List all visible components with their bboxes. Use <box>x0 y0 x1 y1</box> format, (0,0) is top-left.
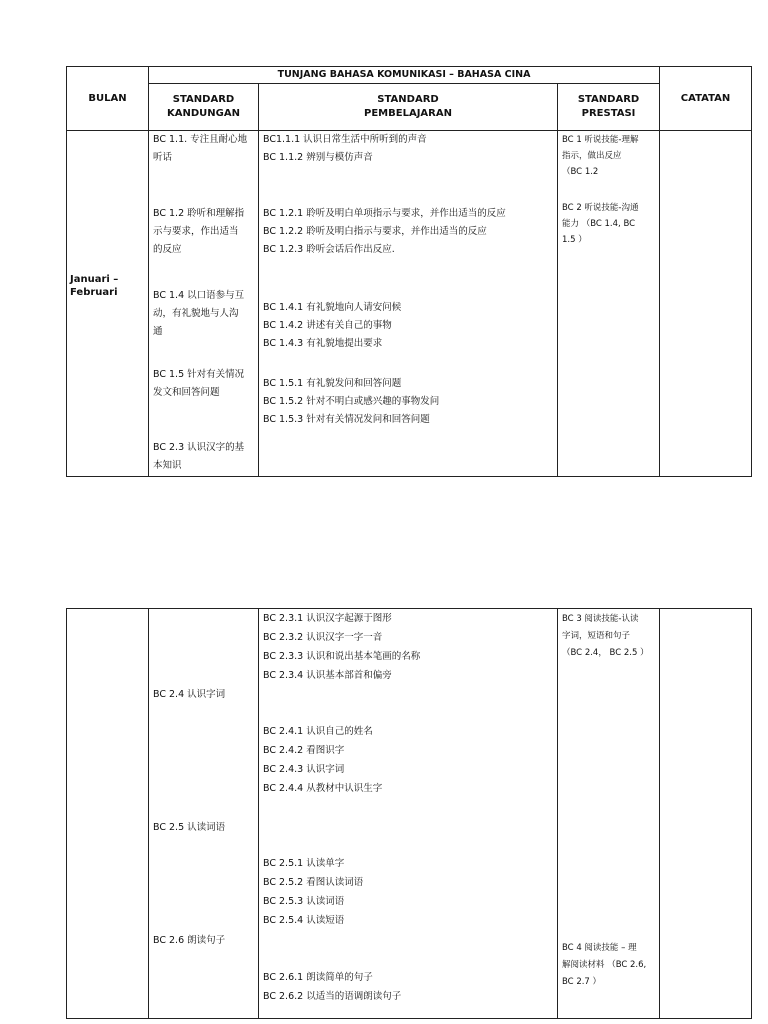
spr-bc4-line2: 解阅读材料 （BC 2.6, <box>562 960 647 970</box>
sp-line: BC1.1.1 认识日常生活中所听到的声音 <box>263 134 427 145</box>
sp-line: BC 2.5.4 认读短语 <box>263 915 345 926</box>
spr-bc2-line3: 1.5 ） <box>562 235 587 245</box>
sp-line: BC 2.3.3 认识和说出基本笔画的名称 <box>263 651 421 662</box>
header-bulan: BULAN <box>67 67 149 131</box>
sk-2-5: BC 2.5 认读词语 <box>153 822 226 833</box>
sp-line: BC 2.4.1 认识自己的姓名 <box>263 726 373 737</box>
sk-2-6: BC 2.6 朗读句子 <box>153 935 226 946</box>
sk-1-4-line3: 通 <box>153 326 163 337</box>
curriculum-table-2 <box>66 608 752 1019</box>
sp-line: BC 2.3.2 认识汉字一字一音 <box>263 632 383 643</box>
bulan-cell <box>67 131 149 477</box>
sk-1-2-line3: 的反应 <box>153 244 182 255</box>
spr-bc3-line1: BC 3 阅读技能-认读 <box>562 614 639 624</box>
sp-line: BC 2.3.1 认识汉字起源于图形 <box>263 613 392 624</box>
spr-bc2-line2: 能力 （BC 1.4, BC <box>562 219 636 229</box>
spr-bc3-line2: 字词，短语和句子 <box>562 631 631 641</box>
sp-line: BC 1.2.1 聆听及明白单项指示与要求，并作出适当的反应 <box>263 208 506 219</box>
sk-1-4-line1: BC 1.4 以口语参与互 <box>153 290 245 301</box>
sp-line: BC 1.4.1 有礼貌地向人请安问候 <box>263 302 402 313</box>
standard-pembelajaran-cell <box>259 609 558 1019</box>
spr-bc1-line2: 指示，做出反应 <box>562 151 622 161</box>
sp-line: BC 1.5.2 针对不明白或感兴趣的事物发问 <box>263 396 440 407</box>
sk-1-1-line2: 听话 <box>153 152 173 163</box>
standard-prestasi-cell <box>558 131 660 477</box>
sp-line: BC 1.4.2 讲述有关自己的事物 <box>263 320 392 331</box>
sp-line: BC 2.6.1 朗读简单的句子 <box>263 972 373 983</box>
sk-1-5-line2: 发文和回答问题 <box>153 387 220 398</box>
sk-1-5-line1: BC 1.5 针对有关情况 <box>153 369 245 380</box>
sk-2-3-line1: BC 2.3 认识汉字的基 <box>153 442 245 453</box>
sp-line: BC 2.5.1 认读单字 <box>263 858 345 869</box>
bulan-label: Januari – Februari <box>70 274 119 298</box>
sp-line: BC 2.5.2 看图认读词语 <box>263 877 364 888</box>
sp-line: BC 2.3.4 认识基本部首和偏旁 <box>263 670 392 681</box>
header-standard-prestasi: STANDARD PRESTASI <box>558 84 660 131</box>
standard-prestasi-cell <box>558 609 660 1019</box>
header-catatan: CATATAN <box>660 67 752 131</box>
sk-1-2-line2: 示与要求，作出适当 <box>153 226 239 237</box>
spr-bc1-line1: BC 1 听说技能-理解 <box>562 135 639 145</box>
spr-bc4-line3: BC 2.7 ） <box>562 977 602 987</box>
sp-line: BC 1.4.3 有礼貌地提出要求 <box>263 338 383 349</box>
sp-line: BC 1.1.2 辨别与模仿声音 <box>263 152 373 163</box>
sk-1-4-line2: 动，有礼貌地与人沟 <box>153 308 239 319</box>
sp-line: BC 2.5.3 认读词语 <box>263 896 345 907</box>
header-tunjang: TUNJANG BAHASA KOMUNIKASI – BAHASA CINA <box>149 67 660 84</box>
standard-pembelajaran-cell <box>259 131 558 477</box>
standard-kandungan-cell <box>149 131 259 477</box>
spr-bc3-line3: （BC 2.4， BC 2.5 ） <box>562 648 649 658</box>
sp-line: BC 2.4.3 认识字词 <box>263 764 345 775</box>
catatan-cell <box>660 131 752 477</box>
sp-line: BC 1.5.3 针对有关情况发问和回答问题 <box>263 414 430 425</box>
catatan-cell <box>660 609 752 1019</box>
standard-kandungan-cell <box>149 609 259 1019</box>
header-standard-pembelajaran: STANDARD PEMBELAJARAN <box>259 84 558 131</box>
sp-line: BC 1.2.3 聆听会话后作出反应. <box>263 244 395 255</box>
sp-line: BC 1.5.1 有礼貌发问和回答问题 <box>263 378 402 389</box>
spr-bc2-line1: BC 2 听说技能-沟通 <box>562 203 639 213</box>
spr-bc4-line1: BC 4 阅读技能 – 理 <box>562 943 637 953</box>
header-standard-kandungan: STANDARD KANDUNGAN <box>149 84 259 131</box>
sp-line: BC 2.6.2 以适当的语调朗读句子 <box>263 991 402 1002</box>
sp-line: BC 2.4.2 看图识字 <box>263 745 345 756</box>
sk-2-3-line2: 本知识 <box>153 460 182 471</box>
bulan-cell <box>67 609 149 1019</box>
sk-1-1-line1: BC 1.1. 专注且耐心地 <box>153 134 248 145</box>
sp-line: BC 2.4.4 从教材中认识生字 <box>263 783 383 794</box>
spr-bc1-line3: （BC 1.2 <box>562 167 599 177</box>
sp-line: BC 1.2.2 聆听及明白指示与要求，并作出适当的反应 <box>263 226 487 237</box>
sk-2-4: BC 2.4 认识字词 <box>153 689 226 700</box>
sk-1-2-line1: BC 1.2 聆听和理解指 <box>153 208 245 219</box>
curriculum-table-1 <box>66 66 752 477</box>
